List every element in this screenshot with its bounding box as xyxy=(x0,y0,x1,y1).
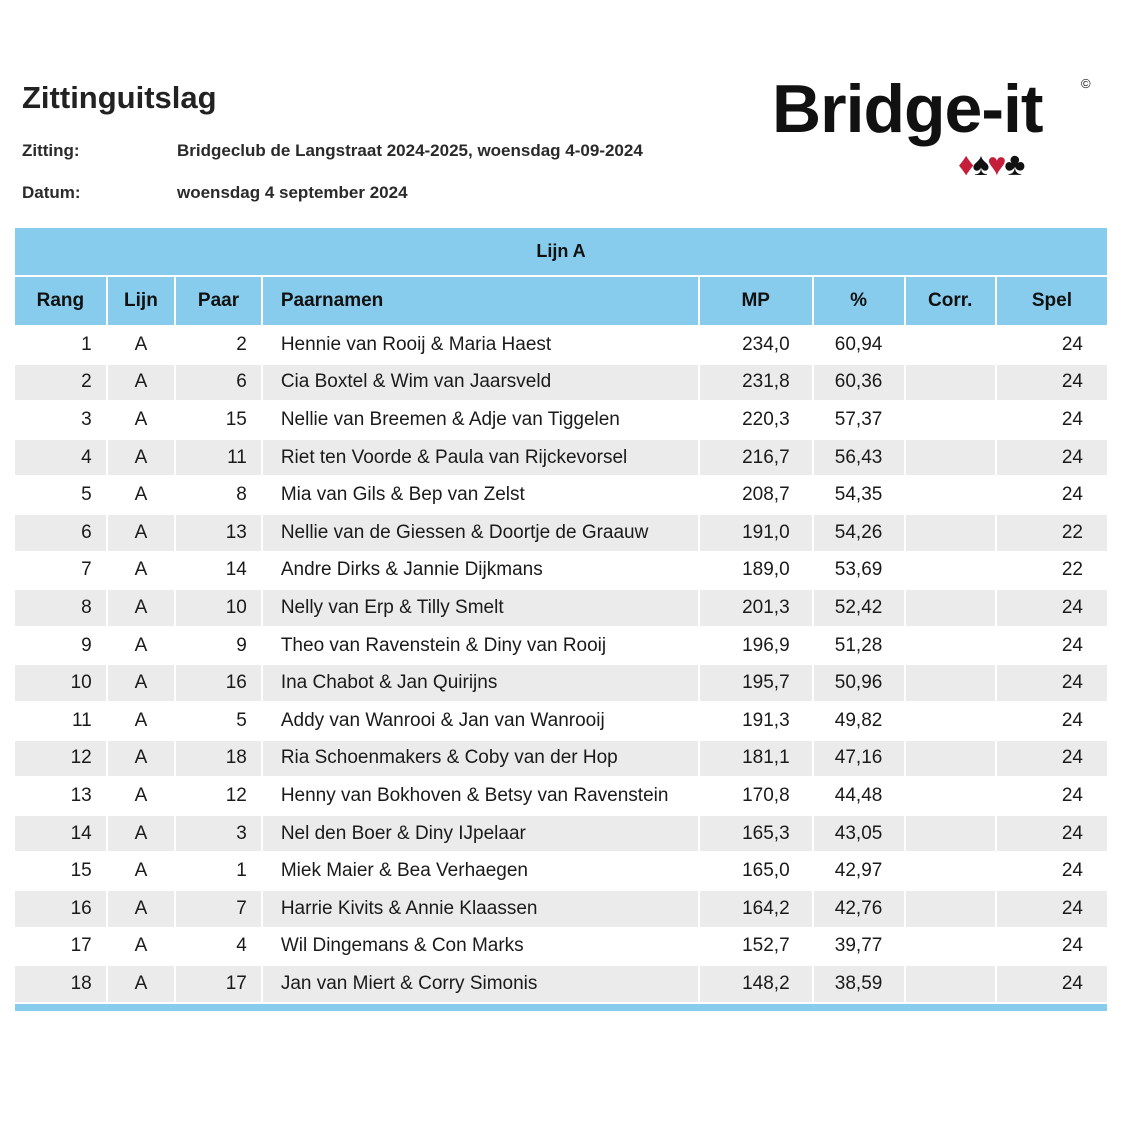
cell-spel: 24 xyxy=(997,438,1107,476)
cell-paarnamen: Cia Boxtel & Wim van Jaarsveld xyxy=(263,363,700,401)
cell-percentage: 52,42 xyxy=(814,588,906,626)
cell-lijn: A xyxy=(108,663,176,701)
col-header-paar: Paar xyxy=(176,277,263,325)
club-icon: ♣ xyxy=(1004,146,1024,182)
bridge-it-logo xyxy=(772,71,1102,184)
cell-spel: 22 xyxy=(997,551,1107,589)
cell-paar: 1 xyxy=(176,851,263,889)
cell-spel: 24 xyxy=(997,889,1107,927)
cell-lijn: A xyxy=(108,889,176,927)
cell-mp: 181,1 xyxy=(700,739,814,777)
cell-rang: 12 xyxy=(15,739,108,777)
cell-paarnamen: Ria Schoenmakers & Coby van der Hop xyxy=(263,739,700,777)
cell-paarnamen: Jan van Miert & Corry Simonis xyxy=(263,964,700,1002)
cell-mp: 170,8 xyxy=(700,776,814,814)
cell-corr xyxy=(906,701,997,739)
cell-paar: 13 xyxy=(176,513,263,551)
cell-rang: 1 xyxy=(15,325,108,363)
cell-rang: 3 xyxy=(15,400,108,438)
table-row xyxy=(15,739,1107,777)
datum-label: Datum: xyxy=(22,183,81,202)
cell-rang: 13 xyxy=(15,776,108,814)
cell-paar: 6 xyxy=(176,363,263,401)
cell-percentage: 51,28 xyxy=(814,626,906,664)
cell-corr xyxy=(906,438,997,476)
cell-paarnamen: Nellie van de Giessen & Doortje de Graauw xyxy=(263,513,700,551)
cell-percentage: 54,35 xyxy=(814,475,906,513)
cell-percentage: 53,69 xyxy=(814,551,906,589)
datum-value: woensdag 4 september 2024 xyxy=(177,183,408,202)
cell-corr xyxy=(906,889,997,927)
cell-lijn: A xyxy=(108,814,176,852)
cell-rang: 9 xyxy=(15,626,108,664)
cell-percentage: 60,94 xyxy=(814,325,906,363)
cell-corr xyxy=(906,551,997,589)
cell-corr xyxy=(906,363,997,401)
cell-paar: 5 xyxy=(176,701,263,739)
cell-paarnamen: Riet ten Voorde & Paula van Rijckevorsel xyxy=(263,438,700,476)
cell-lijn: A xyxy=(108,739,176,777)
cell-rang: 17 xyxy=(15,927,108,965)
cell-percentage: 42,97 xyxy=(814,851,906,889)
cell-paar: 4 xyxy=(176,927,263,965)
cell-spel: 24 xyxy=(997,363,1107,401)
logo-wordmark: Bridge-it xyxy=(772,71,1043,147)
cell-lijn: A xyxy=(108,363,176,401)
cell-mp: 234,0 xyxy=(700,325,814,363)
cell-mp: 164,2 xyxy=(700,889,814,927)
cell-mp: 216,7 xyxy=(700,438,814,476)
cell-corr xyxy=(906,325,997,363)
cell-paar: 17 xyxy=(176,964,263,1002)
cell-lijn: A xyxy=(108,588,176,626)
cell-mp: 189,0 xyxy=(700,551,814,589)
cell-percentage: 47,16 xyxy=(814,739,906,777)
table-row xyxy=(15,889,1107,927)
table-row xyxy=(15,701,1107,739)
cell-paarnamen: Ina Chabot & Jan Quirijns xyxy=(263,663,700,701)
table-row xyxy=(15,776,1107,814)
cell-percentage: 57,37 xyxy=(814,400,906,438)
cell-spel: 24 xyxy=(997,400,1107,438)
cell-corr xyxy=(906,851,997,889)
cell-rang: 15 xyxy=(15,851,108,889)
cell-spel: 24 xyxy=(997,701,1107,739)
cell-mp: 231,8 xyxy=(700,363,814,401)
cell-paarnamen: Nel den Boer & Diny IJpelaar xyxy=(263,814,700,852)
cell-percentage: 49,82 xyxy=(814,701,906,739)
zitting-label: Zitting: xyxy=(22,141,80,160)
cell-lijn: A xyxy=(108,438,176,476)
cell-corr xyxy=(906,626,997,664)
zitting-value: Bridgeclub de Langstraat 2024-2025, woensdag 4-09-2024 xyxy=(177,141,643,160)
cell-spel: 22 xyxy=(997,513,1107,551)
results-table xyxy=(15,228,1107,1002)
cell-paarnamen: Miek Maier & Bea Verhaegen xyxy=(263,851,700,889)
cell-mp: 220,3 xyxy=(700,400,814,438)
cell-percentage: 50,96 xyxy=(814,663,906,701)
cell-lijn: A xyxy=(108,701,176,739)
cell-lijn: A xyxy=(108,475,176,513)
table-row xyxy=(15,400,1107,438)
cell-spel: 24 xyxy=(997,663,1107,701)
cell-corr xyxy=(906,475,997,513)
card-suits xyxy=(958,146,1023,182)
table-row xyxy=(15,551,1107,589)
cell-lijn: A xyxy=(108,927,176,965)
cell-paarnamen: Andre Dirks & Jannie Dijkmans xyxy=(263,551,700,589)
spade-icon: ♠ xyxy=(972,146,988,182)
cell-rang: 10 xyxy=(15,663,108,701)
cell-paar: 16 xyxy=(176,663,263,701)
table-row xyxy=(15,475,1107,513)
cell-paarnamen: Nellie van Breemen & Adje van Tiggelen xyxy=(263,400,700,438)
page-title: Zittinguitslag xyxy=(22,80,217,115)
cell-paar: 7 xyxy=(176,889,263,927)
cell-corr xyxy=(906,964,997,1002)
cell-mp: 208,7 xyxy=(700,475,814,513)
cell-lijn: A xyxy=(108,400,176,438)
table-row xyxy=(15,663,1107,701)
cell-mp: 201,3 xyxy=(700,588,814,626)
section-header-row xyxy=(15,228,1107,277)
cell-paar: 10 xyxy=(176,588,263,626)
cell-lijn: A xyxy=(108,513,176,551)
cell-paar: 12 xyxy=(176,776,263,814)
table-row xyxy=(15,851,1107,889)
cell-paar: 2 xyxy=(176,325,263,363)
cell-paar: 3 xyxy=(176,814,263,852)
section-title: Lijn A xyxy=(15,228,1107,277)
cell-percentage: 43,05 xyxy=(814,814,906,852)
results-body xyxy=(15,325,1107,1002)
cell-paarnamen: Mia van Gils & Bep van Zelst xyxy=(263,475,700,513)
cell-percentage: 56,43 xyxy=(814,438,906,476)
table-row xyxy=(15,438,1107,476)
cell-mp: 165,0 xyxy=(700,851,814,889)
cell-rang: 6 xyxy=(15,513,108,551)
col-header-spel: Spel xyxy=(997,277,1107,325)
cell-spel: 24 xyxy=(997,964,1107,1002)
cell-paarnamen: Addy van Wanrooi & Jan van Wanrooij xyxy=(263,701,700,739)
cell-mp: 196,9 xyxy=(700,626,814,664)
table-row xyxy=(15,927,1107,965)
cell-rang: 7 xyxy=(15,551,108,589)
cell-rang: 18 xyxy=(15,964,108,1002)
cell-paarnamen: Theo van Ravenstein & Diny van Rooij xyxy=(263,626,700,664)
table-row xyxy=(15,626,1107,664)
copyright-mark: © xyxy=(1081,76,1091,91)
cell-lijn: A xyxy=(108,776,176,814)
cell-corr xyxy=(906,513,997,551)
table-row xyxy=(15,814,1107,852)
cell-spel: 24 xyxy=(997,814,1107,852)
cell-rang: 14 xyxy=(15,814,108,852)
cell-paar: 11 xyxy=(176,438,263,476)
column-header-row xyxy=(15,277,1107,325)
table-row xyxy=(15,964,1107,1002)
table-row xyxy=(15,513,1107,551)
cell-lijn: A xyxy=(108,964,176,1002)
cell-rang: 2 xyxy=(15,363,108,401)
cell-paar: 18 xyxy=(176,739,263,777)
cell-spel: 24 xyxy=(997,776,1107,814)
cell-spel: 24 xyxy=(997,588,1107,626)
cell-spel: 24 xyxy=(997,325,1107,363)
cell-mp: 165,3 xyxy=(700,814,814,852)
cell-paarnamen: Wil Dingemans & Con Marks xyxy=(263,927,700,965)
cell-lijn: A xyxy=(108,325,176,363)
cell-percentage: 42,76 xyxy=(814,889,906,927)
cell-corr xyxy=(906,927,997,965)
cell-rang: 8 xyxy=(15,588,108,626)
cell-rang: 5 xyxy=(15,475,108,513)
cell-mp: 191,0 xyxy=(700,513,814,551)
cell-paarnamen: Nelly van Erp & Tilly Smelt xyxy=(263,588,700,626)
cell-spel: 24 xyxy=(997,739,1107,777)
diamond-icon: ♦ xyxy=(958,146,973,182)
cell-lijn: A xyxy=(108,551,176,589)
cell-corr xyxy=(906,739,997,777)
cell-lijn: A xyxy=(108,851,176,889)
cell-percentage: 38,59 xyxy=(814,964,906,1002)
cell-spel: 24 xyxy=(997,927,1107,965)
cell-paarnamen: Hennie van Rooij & Maria Haest xyxy=(263,325,700,363)
cell-spel: 24 xyxy=(997,626,1107,664)
cell-corr xyxy=(906,663,997,701)
cell-spel: 24 xyxy=(997,475,1107,513)
cell-percentage: 60,36 xyxy=(814,363,906,401)
cell-rang: 4 xyxy=(15,438,108,476)
cell-corr xyxy=(906,400,997,438)
cell-paar: 14 xyxy=(176,551,263,589)
cell-paarnamen: Henny van Bokhoven & Betsy van Ravenstein xyxy=(263,776,700,814)
cell-percentage: 54,26 xyxy=(814,513,906,551)
col-header-paarnamen: Paarnamen xyxy=(263,277,700,325)
cell-paarnamen: Harrie Kivits & Annie Klaassen xyxy=(263,889,700,927)
cell-mp: 152,7 xyxy=(700,927,814,965)
col-header-rang: Rang xyxy=(15,277,108,325)
cell-rang: 16 xyxy=(15,889,108,927)
cell-percentage: 39,77 xyxy=(814,927,906,965)
table-bottom-bar xyxy=(15,1004,1107,1011)
cell-paar: 15 xyxy=(176,400,263,438)
heart-icon: ♥ xyxy=(987,146,1005,182)
cell-mp: 195,7 xyxy=(700,663,814,701)
cell-spel: 24 xyxy=(997,851,1107,889)
col-header-lijn: Lijn xyxy=(108,277,176,325)
cell-corr xyxy=(906,776,997,814)
col-header-percentage: % xyxy=(814,277,906,325)
cell-paar: 9 xyxy=(176,626,263,664)
cell-paar: 8 xyxy=(176,475,263,513)
cell-lijn: A xyxy=(108,626,176,664)
cell-corr xyxy=(906,588,997,626)
cell-mp: 191,3 xyxy=(700,701,814,739)
table-row xyxy=(15,325,1107,363)
cell-rang: 11 xyxy=(15,701,108,739)
cell-corr xyxy=(906,814,997,852)
col-header-mp: MP xyxy=(700,277,814,325)
cell-percentage: 44,48 xyxy=(814,776,906,814)
table-row xyxy=(15,588,1107,626)
cell-mp: 148,2 xyxy=(700,964,814,1002)
table-row xyxy=(15,363,1107,401)
col-header-corr: Corr. xyxy=(906,277,997,325)
